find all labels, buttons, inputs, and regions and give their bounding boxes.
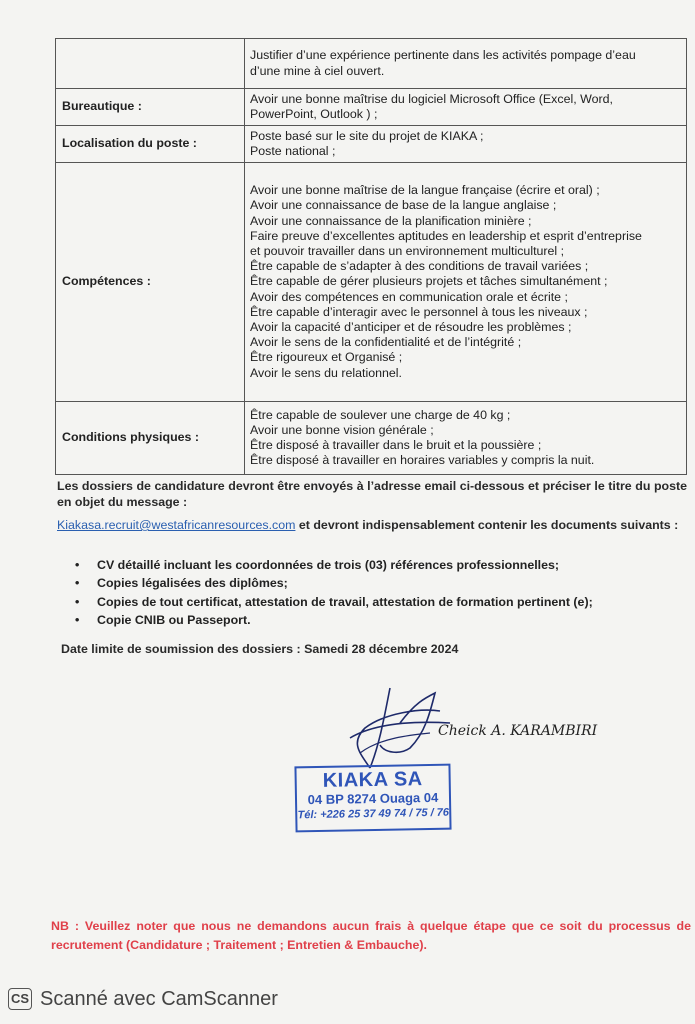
stamp-company: KIAKA SA: [322, 768, 423, 792]
bullet-icon: •: [75, 612, 80, 627]
content-line: Justifier d’une expérience pertinente dans les activités pompage d’eau: [250, 48, 636, 63]
cs-logo-icon: CS: [8, 988, 32, 1010]
content-line: Avoir la capacité d’anticiper et de résoudre les problèmes ;: [250, 320, 572, 334]
content-line: Être rigoureux et Organisé ;: [250, 350, 403, 365]
table-row: [56, 89, 687, 126]
content-line: PowerPoint, Outlook ) ;: [250, 107, 378, 121]
signatory-name: Cheick A. KARAMBIRI: [438, 723, 598, 739]
content-line: et pouvoir travailler dans un environnement multiculturel ;: [250, 243, 565, 258]
stamp-address: 04 BP 8274 Ouaga 04: [307, 789, 439, 808]
list-item: • Copie CNIB ou Passeport.: [75, 611, 593, 629]
content-line: Avoir le sens de la confidentialité et de l’intégrité ;: [250, 335, 522, 350]
table-row: [56, 39, 687, 89]
content-line: Être disposé à travailler dans le bruit et la poussière ;: [250, 438, 542, 452]
content-line: Avoir une bonne maîtrise du logiciel Microsoft Office (Excel, Word,: [250, 91, 613, 106]
no-fees-notice: NB : Veuillez noter que nous ne demandons aucun frais à quelque étape que ce soit du processus de recrutement (Candidature ; Traitement ; Entretien & Embauche).: [51, 919, 691, 952]
content-line: d’une mine à ciel ouvert.: [250, 63, 385, 78]
content-line: Poste basé sur le site du projet de KIAKA ;: [250, 128, 484, 143]
content-line: Avoir une connaissance de la planification minière ;: [250, 213, 532, 228]
content-line: Avoir le sens du relationnel.: [250, 365, 402, 380]
bullet-icon: •: [75, 594, 80, 609]
content-line: Être capable de soulever une charge de 40 kg ;: [250, 407, 511, 422]
content-line: Avoir une bonne maîtrise de la langue française (écrire et oral) ;: [250, 183, 600, 198]
recruitment-email-link[interactable]: Kiakasa.recruit@westafricanresources.com: [57, 518, 296, 532]
content-line: Faire preuve d’excellentes aptitudes en leadership et esprit d’entreprise: [250, 228, 642, 243]
content-line: Être capable de s’adapter à des conditions de travail variées ;: [250, 259, 589, 274]
list-item: • CV détaillé incluant les coordonnées de trois (03) références professionnelles;: [75, 556, 593, 574]
table-row: [56, 402, 687, 475]
row-content: [245, 39, 687, 89]
table-row: [56, 126, 687, 163]
requirements-table: [55, 38, 687, 475]
bullet-icon: •: [75, 558, 80, 572]
content-line: Avoir une bonne vision générale ;: [250, 422, 434, 437]
application-intro: Les dossiers de candidature devront être envoyés à l’adresse email ci-dessous et préciser le titre du poste en objet du message :: [57, 479, 687, 509]
required-documents-list: [75, 556, 593, 629]
row-label: [56, 39, 245, 89]
content-line: Avoir une connaissance de base de la langue anglaise ;: [250, 198, 557, 213]
bullet-icon: •: [75, 576, 80, 591]
email-paragraph: [57, 518, 687, 534]
row-label: Compétences :: [56, 163, 245, 402]
company-stamp: [294, 764, 451, 833]
list-item: • Copies de tout certificat, attestation de travail, attestation de formation pertinent (e);: [75, 593, 593, 611]
camscanner-text: Scanné avec CamScanner: [40, 987, 278, 1010]
row-content: [245, 89, 687, 126]
row-content: [245, 126, 687, 163]
content-line: Poste national ;: [250, 144, 336, 158]
camscanner-watermark: [8, 988, 278, 1010]
content-line: Être capable de gérer plusieurs projets et tâches simultanément ;: [250, 274, 608, 289]
table-row: [56, 163, 687, 402]
content-line: Avoir des compétences en communication orale et écrite ;: [250, 289, 568, 304]
stamp-phone: Tél: +226 25 37 49 74 / 75 / 76: [297, 806, 450, 822]
email-paragraph-text: et devront indispensablement contenir les documents suivants :: [295, 518, 679, 532]
row-label: Conditions physiques :: [56, 402, 245, 475]
list-item: • Copies légalisées des diplômes;: [75, 574, 593, 592]
row-content: [245, 402, 687, 475]
row-label: Bureautique :: [56, 89, 245, 126]
content-line: Être disposé à travailler en horaires variables y compris la nuit.: [250, 453, 595, 468]
submission-deadline: Date limite de soumission des dossiers : Samedi 28 décembre 2024: [61, 642, 459, 656]
row-label: Localisation du poste :: [56, 126, 245, 163]
content-line: Être capable d’interagir avec le personnel à tous les niveaux ;: [250, 304, 588, 319]
row-content: [245, 163, 687, 402]
